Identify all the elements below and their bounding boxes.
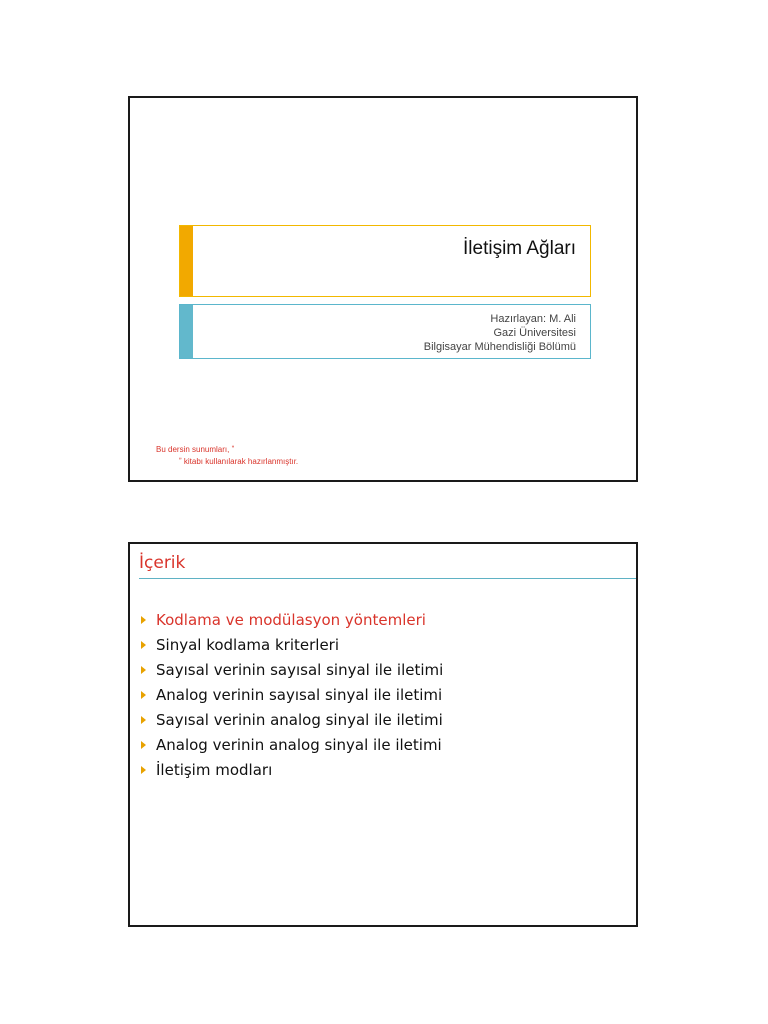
title-divider	[139, 578, 636, 579]
triangle-bullet-icon	[141, 641, 146, 649]
contents-list	[139, 610, 443, 785]
contents-item	[139, 685, 443, 710]
contents-item	[139, 710, 443, 735]
author-info	[424, 312, 576, 354]
contents-item-label: İletişim modları	[156, 761, 273, 779]
contents-item	[139, 635, 443, 660]
contents-title: İçerik	[139, 553, 186, 573]
title-accent-bar	[180, 226, 193, 296]
contents-item-label: Analog verinin analog sinyal ile iletimi	[156, 736, 442, 754]
title-box	[179, 225, 591, 297]
triangle-bullet-icon	[141, 741, 146, 749]
contents-item-label: Kodlama ve modülasyon yöntemleri	[156, 611, 426, 629]
presentation-title: İletişim Ağları	[463, 238, 576, 259]
contents-slide	[128, 542, 638, 927]
triangle-bullet-icon	[141, 766, 146, 774]
title-slide	[128, 96, 638, 482]
subtitle-accent-bar	[180, 305, 193, 358]
contents-item	[139, 760, 443, 785]
contents-item-label: Sayısal verinin sayısal sinyal ile iletimi	[156, 661, 444, 679]
triangle-bullet-icon	[141, 716, 146, 724]
university-line: Gazi Üniversitesi	[493, 327, 576, 339]
author-line: Hazırlayan: M. Ali	[490, 313, 576, 325]
contents-item	[139, 610, 443, 635]
contents-item-label: Analog verinin sayısal sinyal ile iletimi	[156, 686, 443, 704]
source-note-line: ˮ kitabı kullanılarak hazırlanmıştır.	[179, 457, 299, 466]
triangle-bullet-icon	[141, 691, 146, 699]
subtitle-box	[179, 304, 591, 359]
triangle-bullet-icon	[141, 616, 146, 624]
department-line: Bilgisayar Mühendisliği Bölümü	[423, 341, 576, 353]
triangle-bullet-icon	[141, 666, 146, 674]
contents-item-label: Sinyal kodlama kriterleri	[156, 636, 340, 654]
contents-item	[139, 735, 443, 760]
contents-item	[139, 660, 443, 685]
source-note-line: Bu dersin sunumları, ˮ	[156, 445, 235, 454]
contents-item-label: Sayısal verinin analog sinyal ile iletimi	[156, 711, 443, 729]
source-note	[156, 444, 298, 468]
